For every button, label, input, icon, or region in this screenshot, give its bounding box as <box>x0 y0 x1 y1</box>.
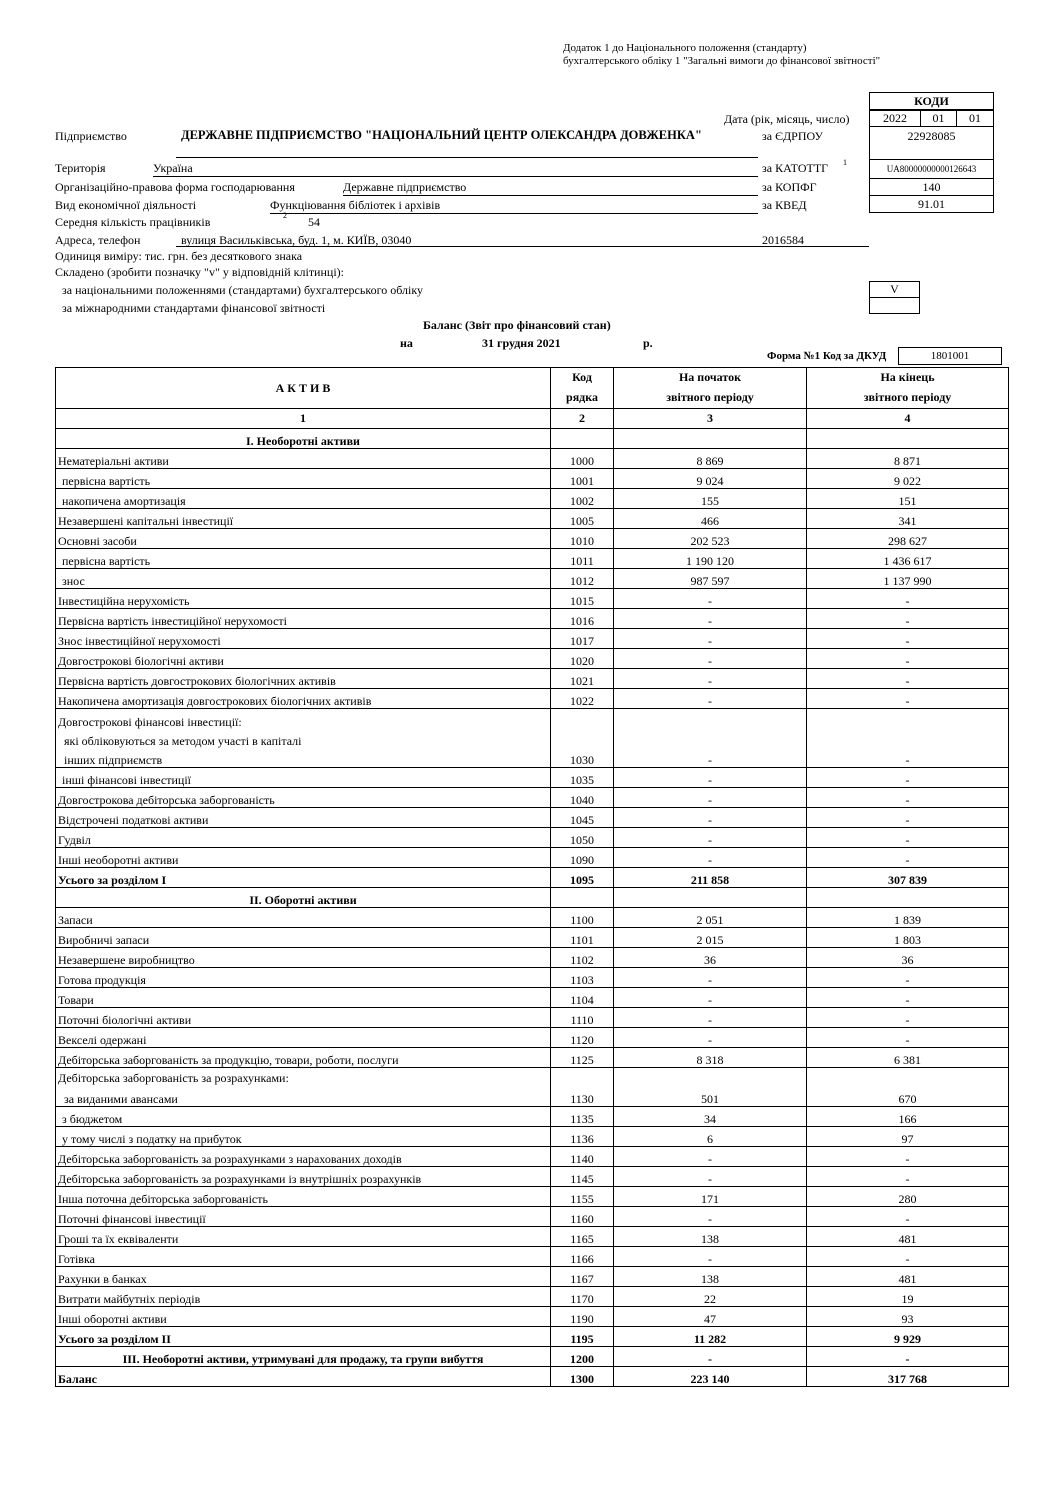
row-end: - <box>807 1167 1009 1187</box>
row-end: 36 <box>807 948 1009 968</box>
table-row <box>56 569 1009 589</box>
codes-title: КОДИ <box>869 92 994 110</box>
date-year: 2022 <box>869 110 921 127</box>
section-1-heading: I. Необоротні активи <box>56 429 551 449</box>
row-start: - <box>614 1207 807 1227</box>
table-row <box>56 1307 1009 1327</box>
table-row <box>56 808 1009 828</box>
date-day: 01 <box>956 110 994 127</box>
row-start: - <box>614 988 807 1008</box>
row-name: Незавершені капітальні інвестиції <box>56 509 551 529</box>
row-end: - <box>807 649 1009 669</box>
row-name: первісна вартість <box>56 469 551 489</box>
row-start: - <box>614 689 807 709</box>
report-on: на <box>400 336 413 350</box>
row-end: 1 839 <box>807 908 1009 928</box>
row-end: 93 <box>807 1307 1009 1327</box>
table-row <box>56 449 1009 469</box>
row-name: Первісна вартість інвестиційної нерухомості <box>56 609 551 629</box>
row-name: Основні засоби <box>56 529 551 549</box>
row-end: - <box>807 629 1009 649</box>
row-name: Довгострокова дебіторська заборгованість <box>56 788 551 808</box>
row-start: - <box>614 589 807 609</box>
row-name: у тому числі з податку на прибуток <box>56 1127 551 1147</box>
row-code: 1015 <box>551 589 614 609</box>
row-name: Запаси <box>56 908 551 928</box>
row-start: 987 597 <box>614 569 807 589</box>
employees-footnote: 2 <box>283 211 287 220</box>
table-row <box>56 629 1009 649</box>
table-row <box>56 589 1009 609</box>
row-start: - <box>614 1008 807 1028</box>
row-end: - <box>807 988 1009 1008</box>
lti-code: 1030 <box>551 709 614 768</box>
report-title: Баланс (Звіт про фінансовий стан) <box>423 318 611 332</box>
row-end: 481 <box>807 1227 1009 1247</box>
row-code: 1035 <box>551 768 614 788</box>
table-row <box>56 609 1009 629</box>
row-name: Виробничі запаси <box>56 928 551 948</box>
row-code: 1050 <box>551 828 614 848</box>
total-1-start: 211 858 <box>614 868 807 888</box>
report-year-suffix: р. <box>643 336 653 350</box>
balance-end: 317 768 <box>807 1367 1009 1387</box>
row-end: 166 <box>807 1107 1009 1127</box>
row-code: 1001 <box>551 469 614 489</box>
intl-standards-mark <box>869 297 920 314</box>
row-start: 202 523 <box>614 529 807 549</box>
table-row <box>56 1147 1009 1167</box>
row-start: - <box>614 669 807 689</box>
row-start: - <box>614 649 807 669</box>
row-name: Довгострокові біологічні активи <box>56 649 551 669</box>
row-code: 1022 <box>551 689 614 709</box>
table-row <box>56 1167 1009 1187</box>
org-form-label: Організаційно-правова форма господарювання <box>55 180 295 194</box>
row-start: 6 <box>614 1127 807 1147</box>
unit-note: Одиниця виміру: тис. грн. без десяткового знака <box>55 249 303 263</box>
section-3-end: - <box>807 1347 1009 1367</box>
row-code: 1155 <box>551 1187 614 1207</box>
kopfg-label: за КОПФГ <box>762 180 817 194</box>
col-end-header-1: На кінець <box>807 368 1009 388</box>
table-row <box>56 509 1009 529</box>
row-start: - <box>614 1167 807 1187</box>
table-row <box>56 469 1009 489</box>
row-name: з бюджетом <box>56 1107 551 1127</box>
enterprise-label: Підприємство <box>55 129 127 143</box>
row-code: 1017 <box>551 629 614 649</box>
row-code: 1016 <box>551 609 614 629</box>
row-code: 1125 <box>551 1048 614 1068</box>
table-row <box>56 948 1009 968</box>
row-code: 1045 <box>551 808 614 828</box>
row-code: 1136 <box>551 1127 614 1147</box>
row-code: 1140 <box>551 1147 614 1167</box>
employees-value: 54 <box>308 215 320 229</box>
katottg-footnote: 1 <box>843 158 847 167</box>
table-row <box>56 968 1009 988</box>
row-end: 280 <box>807 1187 1009 1207</box>
row-start: - <box>614 609 807 629</box>
form-code: 1801001 <box>898 347 1002 365</box>
address-value: вулиця Васильківська, буд. 1, м. КИЇВ, 03040 <box>181 233 412 247</box>
recv-label-2: за виданими авансами <box>64 1092 178 1106</box>
row-end: - <box>807 968 1009 988</box>
table-row <box>56 828 1009 848</box>
row-end: 9 022 <box>807 469 1009 489</box>
row-start: 138 <box>614 1227 807 1247</box>
row-code: 1002 <box>551 489 614 509</box>
row-start: - <box>614 768 807 788</box>
row-code: 1103 <box>551 968 614 988</box>
lti-start: - <box>614 709 807 768</box>
recv-row-label <box>56 1068 551 1107</box>
table-row <box>56 788 1009 808</box>
row-start: 9 024 <box>614 469 807 489</box>
total-2-code: 1195 <box>551 1327 614 1347</box>
appendix-line-1: Додаток 1 до Національного положення (стандарту) <box>563 42 807 54</box>
table-row <box>56 1207 1009 1227</box>
lti-row-label <box>56 709 551 768</box>
row-start: 1 190 120 <box>614 549 807 569</box>
row-code: 1120 <box>551 1028 614 1048</box>
row-end: - <box>807 808 1009 828</box>
balance-start: 223 140 <box>614 1367 807 1387</box>
row-code: 1101 <box>551 928 614 948</box>
row-end: 1 436 617 <box>807 549 1009 569</box>
row-name: Рахунки в банках <box>56 1267 551 1287</box>
row-name: Готівка <box>56 1247 551 1267</box>
row-code: 1011 <box>551 549 614 569</box>
katottg-label: за КАТОТТГ <box>762 161 829 175</box>
org-form-value: Державне підприємство <box>343 180 758 196</box>
table-row <box>56 549 1009 569</box>
katottg-code: UA80000000000126643 <box>869 159 994 179</box>
appendix-line-2: бухгалтерського обліку 1 "Загальні вимоги до фінансової звітності" <box>563 55 881 67</box>
row-code: 1110 <box>551 1008 614 1028</box>
total-1-label: Усього за розділом I <box>56 868 551 888</box>
kved-label: за КВЕД <box>762 198 807 212</box>
row-code: 1166 <box>551 1247 614 1267</box>
table-row <box>56 1127 1009 1147</box>
col-end-header-2: звітного періоду <box>807 387 1009 408</box>
table-row <box>56 768 1009 788</box>
row-name: Товари <box>56 988 551 1008</box>
row-start: - <box>614 1147 807 1167</box>
row-code: 1167 <box>551 1267 614 1287</box>
territory-label: Територія <box>55 161 106 175</box>
row-end: - <box>807 1207 1009 1227</box>
row-end: 151 <box>807 489 1009 509</box>
row-end: 8 871 <box>807 449 1009 469</box>
kopfg-code: 140 <box>869 178 994 196</box>
col-code-header-2: рядка <box>551 387 614 408</box>
row-code: 1104 <box>551 988 614 1008</box>
col-number-2: 2 <box>551 409 614 429</box>
row-code: 1170 <box>551 1287 614 1307</box>
balance-label: Баланс <box>56 1367 551 1387</box>
row-end: 19 <box>807 1287 1009 1307</box>
row-code: 1090 <box>551 848 614 868</box>
row-name: Векселі одержані <box>56 1028 551 1048</box>
row-name: Знос інвестиційної нерухомості <box>56 629 551 649</box>
enterprise-underline <box>176 157 758 158</box>
row-name: Інші оборотні активи <box>56 1307 551 1327</box>
table-row <box>56 669 1009 689</box>
table-row <box>56 489 1009 509</box>
activity-value: Функціювання бібліотек і архівів <box>270 198 758 214</box>
table-row <box>56 928 1009 948</box>
row-name: Поточні фінансові інвестиції <box>56 1207 551 1227</box>
edrpou-code: 22928085 <box>869 126 994 160</box>
row-name: знос <box>56 569 551 589</box>
row-start: 8 869 <box>614 449 807 469</box>
row-name: Накопичена амортизація довгострокових біологічних активів <box>56 689 551 709</box>
col-number-1: 1 <box>56 409 551 429</box>
table-row <box>56 1048 1009 1068</box>
date-label: Дата (рік, місяць, число) <box>724 112 850 126</box>
row-end: 6 381 <box>807 1048 1009 1068</box>
row-start: - <box>614 1247 807 1267</box>
row-name: Гроші та їх еквіваленти <box>56 1227 551 1247</box>
col-number-4: 4 <box>807 409 1009 429</box>
col-asset-header: А К Т И В <box>56 368 551 409</box>
section-3-start: - <box>614 1347 807 1367</box>
row-start: 2 051 <box>614 908 807 928</box>
table-row <box>56 848 1009 868</box>
row-start: - <box>614 788 807 808</box>
table-row <box>56 1247 1009 1267</box>
row-end: 1 803 <box>807 928 1009 948</box>
row-end: - <box>807 828 1009 848</box>
row-start: - <box>614 968 807 988</box>
compiled-note: Складено (зробити позначку "v" у відповідній клітинці): <box>55 265 344 279</box>
table-row <box>56 529 1009 549</box>
recv-code: 1130 <box>551 1068 614 1107</box>
phone-value: 2016584 <box>762 233 804 247</box>
date-month: 01 <box>920 110 957 127</box>
table-row <box>56 1008 1009 1028</box>
row-end: - <box>807 689 1009 709</box>
lti-end: - <box>807 709 1009 768</box>
kved-code: 91.01 <box>869 195 994 213</box>
row-end: - <box>807 669 1009 689</box>
row-code: 1190 <box>551 1307 614 1327</box>
row-start: - <box>614 808 807 828</box>
row-end: - <box>807 1147 1009 1167</box>
row-code: 1000 <box>551 449 614 469</box>
row-start: 2 015 <box>614 928 807 948</box>
row-code: 1102 <box>551 948 614 968</box>
row-start: - <box>614 1028 807 1048</box>
table-row <box>56 1187 1009 1207</box>
row-end: - <box>807 1008 1009 1028</box>
row-name: Інші необоротні активи <box>56 848 551 868</box>
recv-end: 670 <box>807 1068 1009 1107</box>
row-end: 298 627 <box>807 529 1009 549</box>
total-1-end: 307 839 <box>807 868 1009 888</box>
row-start: - <box>614 848 807 868</box>
row-name: Відстрочені податкові активи <box>56 808 551 828</box>
row-end: 1 137 990 <box>807 569 1009 589</box>
form-label: Форма №1 Код за ДКУД <box>767 350 887 362</box>
row-end: - <box>807 609 1009 629</box>
row-name: Дебіторська заборгованість за розрахунками із внутрішніх розрахунків <box>56 1167 551 1187</box>
row-name: Готова продукція <box>56 968 551 988</box>
row-end: - <box>807 1028 1009 1048</box>
table-row <box>56 1227 1009 1247</box>
row-name: Первісна вартість довгострокових біологічних активів <box>56 669 551 689</box>
row-code: 1040 <box>551 788 614 808</box>
total-2-label: Усього за розділом II <box>56 1327 551 1347</box>
row-code: 1021 <box>551 669 614 689</box>
row-start: - <box>614 828 807 848</box>
row-code: 1012 <box>551 569 614 589</box>
section-3-label: III. Необоротні активи, утримувані для продажу, та групи вибуття <box>56 1347 551 1367</box>
row-start: 47 <box>614 1307 807 1327</box>
lti-label-1: Довгострокові фінансові інвестиції: <box>58 715 242 729</box>
row-end: 481 <box>807 1267 1009 1287</box>
row-start: 8 318 <box>614 1048 807 1068</box>
edrpou-label: за ЄДРПОУ <box>762 129 824 143</box>
row-name: Інвестиційна нерухомість <box>56 589 551 609</box>
territory-value: Україна <box>153 161 758 177</box>
total-1-code: 1095 <box>551 868 614 888</box>
row-end: - <box>807 589 1009 609</box>
balance-code: 1300 <box>551 1367 614 1387</box>
address-label: Адреса, телефон <box>55 233 141 247</box>
row-name: Гудвіл <box>56 828 551 848</box>
balance-table <box>55 367 1009 1387</box>
section-3-code: 1200 <box>551 1347 614 1367</box>
report-date: 31 грудня 2021 <box>482 336 561 350</box>
address-underline <box>176 246 869 247</box>
row-end: 341 <box>807 509 1009 529</box>
national-standards-mark: V <box>869 281 920 298</box>
row-name: накопичена амортизація <box>56 489 551 509</box>
table-row <box>56 1287 1009 1307</box>
table-row <box>56 988 1009 1008</box>
table-row <box>56 908 1009 928</box>
row-code: 1005 <box>551 509 614 529</box>
row-end: - <box>807 768 1009 788</box>
row-start: 155 <box>614 489 807 509</box>
recv-label-1: Дебіторська заборгованість за розрахунками: <box>58 1071 289 1085</box>
table-row <box>56 1267 1009 1287</box>
row-name: первісна вартість <box>56 549 551 569</box>
row-code: 1100 <box>551 908 614 928</box>
row-start: 466 <box>614 509 807 529</box>
row-name: Інша поточна дебіторська заборгованість <box>56 1187 551 1207</box>
intl-standards: за міжнародними стандартами фінансової звітності <box>62 301 326 315</box>
total-2-start: 11 282 <box>614 1327 807 1347</box>
table-row <box>56 1107 1009 1127</box>
row-start: 34 <box>614 1107 807 1127</box>
table-row <box>56 649 1009 669</box>
national-standards: за національними положеннями (стандартами) бухгалтерського обліку <box>62 283 423 297</box>
row-name: Дебіторська заборгованість за розрахунками з нарахованих доходів <box>56 1147 551 1167</box>
activity-label: Вид економічної діяльності <box>55 198 197 212</box>
row-end: 97 <box>807 1127 1009 1147</box>
col-code-header-1: Код <box>551 368 614 388</box>
section-2-heading: II. Оборотні активи <box>56 888 551 908</box>
row-end: - <box>807 1247 1009 1267</box>
row-code: 1020 <box>551 649 614 669</box>
row-start: 171 <box>614 1187 807 1207</box>
row-end: - <box>807 788 1009 808</box>
row-code: 1145 <box>551 1167 614 1187</box>
row-name: Нематеріальні активи <box>56 449 551 469</box>
lti-label-3: інших підприємств <box>64 753 163 767</box>
row-start: 138 <box>614 1267 807 1287</box>
row-name: Витрати майбутніх періодів <box>56 1287 551 1307</box>
recv-start: 501 <box>614 1068 807 1107</box>
employees-label: Середня кількість працівників <box>55 215 211 229</box>
row-name: Поточні біологічні активи <box>56 1008 551 1028</box>
row-end: - <box>807 848 1009 868</box>
table-row <box>56 1028 1009 1048</box>
row-code: 1135 <box>551 1107 614 1127</box>
row-code: 1165 <box>551 1227 614 1247</box>
col-start-header-1: На початок <box>614 368 807 388</box>
enterprise-name: ДЕРЖАВНЕ ПІДПРИЄМСТВО "НАЦІОНАЛЬНИЙ ЦЕНТР ОЛЕКСАНДРА ДОВЖЕНКА" <box>181 128 702 142</box>
total-2-end: 9 929 <box>807 1327 1009 1347</box>
col-number-3: 3 <box>614 409 807 429</box>
row-code: 1010 <box>551 529 614 549</box>
row-start: - <box>614 629 807 649</box>
row-name: інші фінансові інвестиції <box>56 768 551 788</box>
row-name: Незавершене виробництво <box>56 948 551 968</box>
lti-label-2: які обліковуються за методом участі в капіталі <box>64 734 302 748</box>
table-row <box>56 689 1009 709</box>
row-start: 36 <box>614 948 807 968</box>
row-code: 1160 <box>551 1207 614 1227</box>
col-start-header-2: звітного періоду <box>614 387 807 408</box>
row-name: Дебіторська заборгованість за продукцію, товари, роботи, послуги <box>56 1048 551 1068</box>
row-start: 22 <box>614 1287 807 1307</box>
